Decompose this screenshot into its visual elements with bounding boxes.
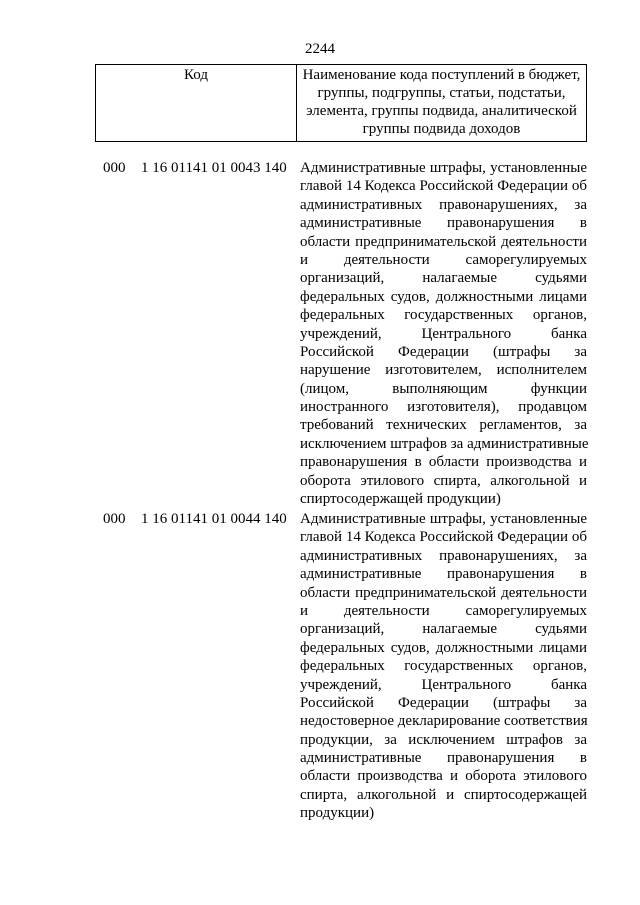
description-line: административные правонарушения в [300,566,587,583]
description-line: федеральных государственных органов, [300,658,587,675]
admin-code: 000 [103,160,126,176]
description-line: Административные штрафы, установленные [300,511,587,527]
description-line: оборота этилового спирта, алкогольной и [300,472,587,489]
header-code-column: Код [96,65,297,141]
description-line: и деятельности саморегулируемых [300,602,587,619]
income-description [300,510,587,823]
description-line: Административные штрафы, установленные [300,160,587,176]
description-line: области предпринимательской деятельности [300,584,587,601]
admin-code: 000 [103,511,126,527]
description-line: административных правонарушениях, за [300,196,587,213]
description-line: исключением штрафов за административные [300,435,589,452]
description-line: продукции) [300,805,375,822]
description-line: (лицом, выполняющим функции [300,380,587,397]
description-line: учреждений, Центрального банка [300,676,587,693]
description-line: административные правонарушения в [300,750,587,767]
income-code: 1 16 01141 01 0043 140 [141,160,287,176]
description-line: Российской Федерации (штрафы за [300,343,587,360]
description-line: и деятельности саморегулируемых [300,251,587,268]
income-description [300,159,587,508]
description-line: области предпринимательской деятельности [300,233,587,250]
description-line: недостоверное декларирование соответствия [300,713,588,730]
table-header [95,64,587,142]
description-line: спирта, алкогольной и спиртосодержащей [300,786,587,803]
header-name-column: Наименование кода поступлений в бюджет, группы, подгруппы, статьи, подстатьи, элемента, группы подвида, аналитической группы подвида доходов [302,67,581,137]
description-line: федеральных судов, должностными лицами [300,639,587,656]
description-line: федеральных государственных органов, [300,307,587,324]
description-line: федеральных судов, должностными лицами [300,288,587,305]
description-line: учреждений, Центрального банка [300,325,587,342]
description-line: административные правонарушения в [300,215,587,232]
income-code: 1 16 01141 01 0044 140 [141,511,287,527]
description-line: продукции, за исключением штрафов за [300,731,587,748]
description-line: области производства и оборота этилового [300,768,587,785]
description-line: нарушение изготовителем, исполнителем [300,362,587,379]
description-line: административных правонарушениях, за [300,547,587,564]
description-line: требований технических регламентов, за [300,417,587,434]
description-line: иностранного изготовителя), продавцом [300,399,587,416]
description-line: главой 14 Кодекса Российской Федерации об [300,178,587,195]
description-line: Российской Федерации (штрафы за [300,694,587,711]
description-line: правонарушения в области производства и [300,454,587,471]
description-line: организаций, налагаемые судьями [300,621,587,638]
description-line: организаций, налагаемые судьями [300,270,587,287]
description-line: главой 14 Кодекса Российской Федерации об [300,529,587,546]
description-line: спиртосодержащей продукции) [300,491,501,508]
page-number: 2244 [305,41,335,57]
